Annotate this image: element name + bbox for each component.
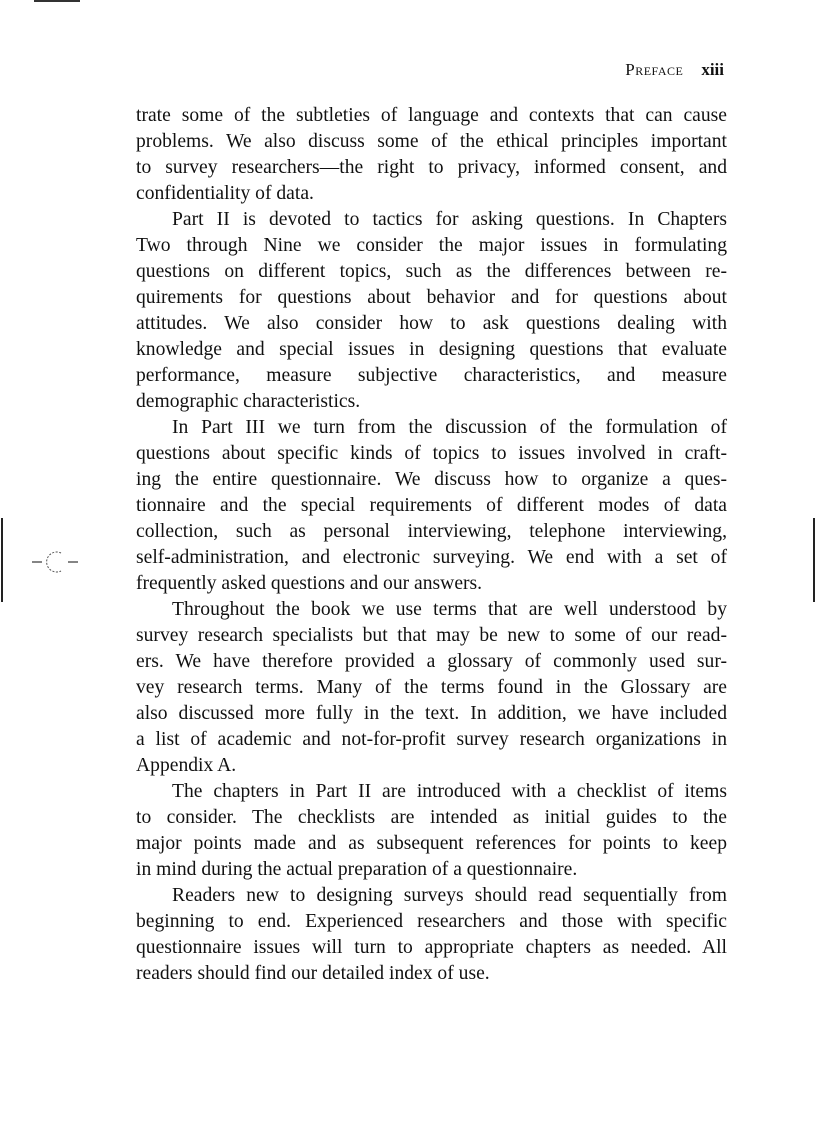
- top-crop-line: [34, 0, 80, 2]
- text-line: frequently asked questions and our answers.: [136, 573, 483, 594]
- text-line: Appendix A.: [136, 755, 237, 776]
- paragraph: [136, 597, 727, 779]
- text-line: self-administration, and electronic surveying. We end with a set of: [136, 547, 727, 568]
- text-line: ers. We have therefore provided a glossary of commonly used sur-: [136, 651, 727, 672]
- text-line: questions about specific kinds of topics to issues involved in craft-: [136, 443, 727, 464]
- body-text: [136, 103, 727, 987]
- text-line: attitudes. We also consider how to ask questions dealing with: [136, 313, 727, 334]
- text-line: trate some of the subtleties of language and contexts that can cause: [136, 105, 727, 126]
- text-line: to survey researchers—the right to privacy, informed consent, and: [136, 157, 727, 178]
- paragraph: [136, 883, 727, 987]
- paragraph: [136, 103, 727, 207]
- text-line: quirements for questions about behavior and for questions about: [136, 287, 727, 308]
- page-number: xiii: [701, 60, 724, 79]
- text-line: The chapters in Part II are introduced with a checklist of items: [172, 781, 727, 802]
- text-line: tionnaire and the special requirements of different modes of data: [136, 495, 727, 516]
- text-line: In Part III we turn from the discussion of the formulation of: [172, 417, 727, 438]
- running-header: [625, 60, 724, 80]
- text-line: confidentiality of data.: [136, 183, 314, 204]
- text-line: Readers new to designing surveys should read sequentially from: [172, 885, 727, 906]
- section-title: Preface: [625, 60, 684, 79]
- text-line: readers should find our detailed index of use.: [136, 963, 490, 984]
- text-line: collection, such as personal interviewing, telephone interviewing,: [136, 521, 727, 542]
- paragraph: [136, 779, 727, 883]
- text-line: in mind during the actual preparation of a questionnaire.: [136, 859, 578, 880]
- left-margin-line: [1, 518, 3, 602]
- paragraph: [136, 207, 727, 415]
- text-line: performance, measure subjective characteristics, and measure: [136, 365, 727, 386]
- text-line: Part II is devoted to tactics for asking questions. In Chapters: [172, 209, 727, 230]
- text-line: Two through Nine we consider the major issues in formulating: [136, 235, 727, 256]
- text-line: to consider. The checklists are intended as initial guides to the: [136, 807, 727, 828]
- text-line: a list of academic and not-for-profit survey research organizations in: [136, 729, 727, 750]
- text-line: knowledge and special issues in designing questions that evaluate: [136, 339, 727, 360]
- paragraph: [136, 415, 727, 597]
- text-line: ing the entire questionnaire. We discuss how to organize a ques-: [136, 469, 727, 490]
- text-line: also discussed more fully in the text. In addition, we have included: [136, 703, 727, 724]
- registration-mark-icon: [32, 548, 84, 576]
- text-line: major points made and as subsequent references for points to keep: [136, 833, 727, 854]
- text-line: Throughout the book we use terms that are well understood by: [172, 599, 727, 620]
- text-line: survey research specialists but that may be new to some of our read-: [136, 625, 727, 646]
- text-line: beginning to end. Experienced researchers and those with specific: [136, 911, 727, 932]
- text-line: questions on different topics, such as the differences between re-: [136, 261, 727, 282]
- text-line: problems. We also discuss some of the ethical principles important: [136, 131, 727, 152]
- text-line: questionnaire issues will turn to appropriate chapters as needed. All: [136, 937, 727, 958]
- text-line: vey research terms. Many of the terms found in the Glossary are: [136, 677, 727, 698]
- right-margin-line: [813, 518, 815, 602]
- text-line: demographic characteristics.: [136, 391, 361, 412]
